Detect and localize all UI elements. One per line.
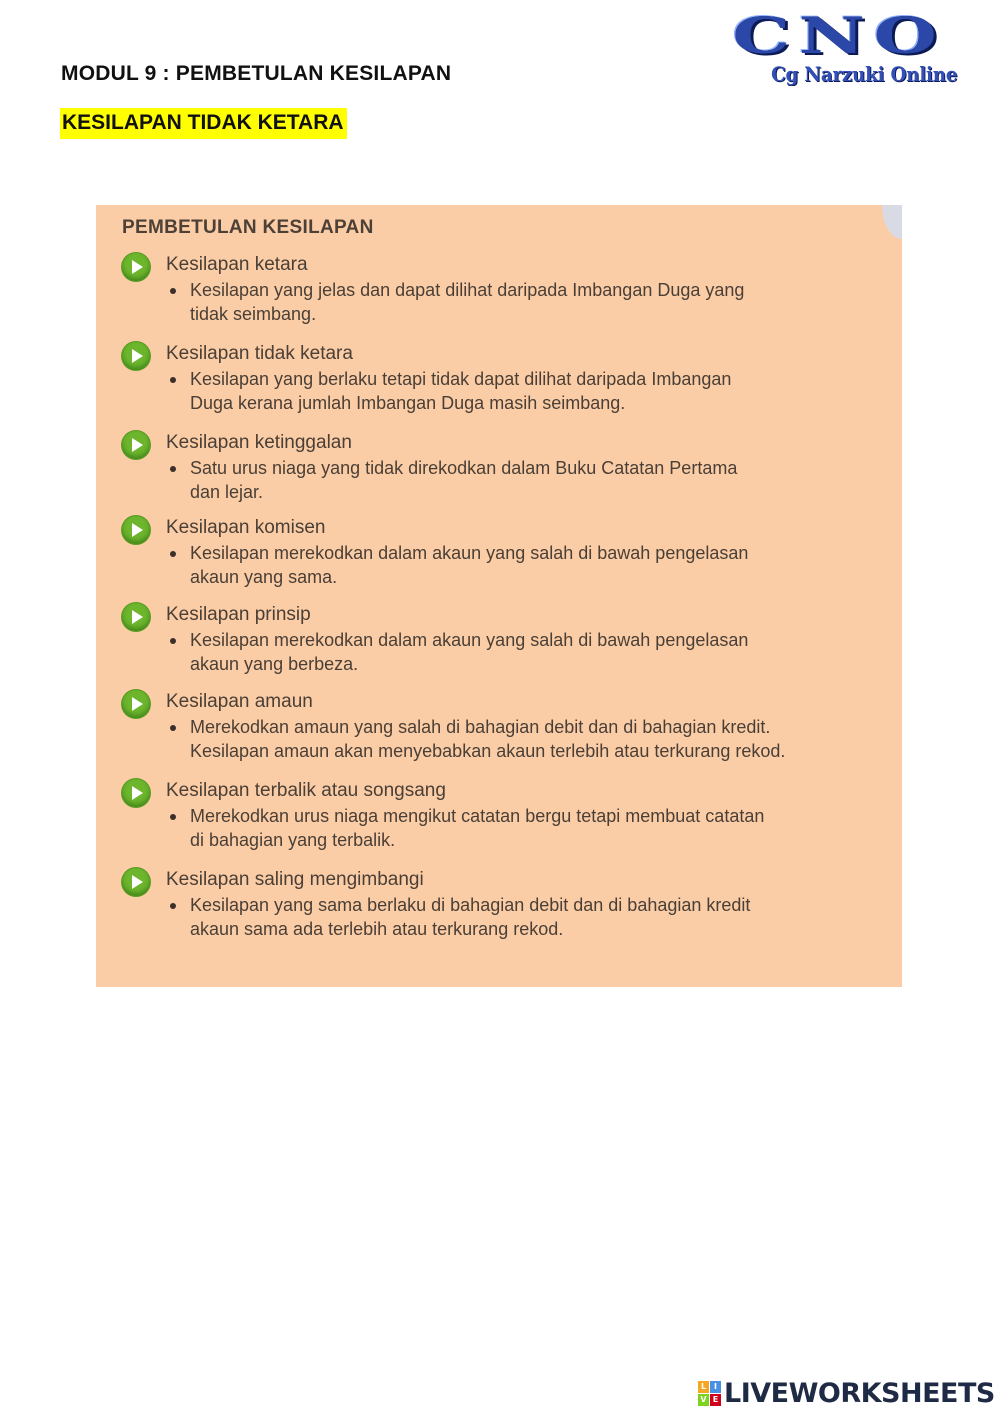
list-item-description	[166, 541, 882, 589]
description-line: Kesilapan merekodkan dalam akaun yang salah di bawah pengelasan	[190, 630, 749, 650]
list-item-description	[166, 278, 882, 326]
cno-logo	[720, 6, 965, 95]
play-arrow-icon	[122, 516, 150, 544]
list-item-description	[166, 628, 882, 676]
logo-main-text: CNO	[732, 6, 946, 65]
liveworksheets-brand: LIVEWORKSHEETS	[724, 1378, 995, 1409]
list-item	[122, 779, 882, 852]
page-curl-corner	[882, 205, 902, 239]
panel-heading: PEMBETULAN KESILAPAN	[122, 217, 374, 238]
list-item	[122, 868, 882, 941]
list-item-title: Kesilapan saling mengimbangi	[166, 869, 424, 890]
description-line: Kesilapan yang sama berlaku di bahagian debit dan di bahagian kredit	[190, 895, 751, 915]
list-item-description	[166, 804, 882, 852]
description-line: akaun yang sama.	[190, 567, 338, 587]
bullet-icon	[170, 814, 176, 820]
description-line: Kesilapan yang jelas dan dapat dilihat daripada Imbangan Duga yang	[190, 280, 745, 300]
list-item	[122, 690, 882, 763]
description-line: Kesilapan merekodkan dalam akaun yang salah di bawah pengelasan	[190, 543, 749, 563]
description-line: Duga kerana jumlah Imbangan Duga masih seimbang.	[190, 393, 626, 413]
error-correction-panel	[96, 205, 902, 987]
logo-sub-text: Cg Narzuki Online	[770, 62, 957, 86]
list-item	[122, 603, 882, 676]
section-subtitle: KESILAPAN TIDAK KETARA	[60, 108, 347, 139]
list-item-title: Kesilapan amaun	[166, 691, 313, 712]
list-item-title: Kesilapan terbalik atau songsang	[166, 780, 446, 801]
lw-icon-cell: E	[710, 1394, 721, 1406]
list-item-description	[166, 367, 882, 415]
description-line: Merekodkan amaun yang salah di bahagian debit dan di bahagian kredit.	[190, 717, 771, 737]
description-line: Kesilapan amaun akan menyebabkan akaun terlebih atau terkurang rekod.	[190, 741, 786, 761]
play-arrow-icon	[122, 779, 150, 807]
bullet-icon	[170, 377, 176, 383]
description-line: tidak seimbang.	[190, 304, 317, 324]
list-item-title: Kesilapan tidak ketara	[166, 343, 353, 364]
play-arrow-icon	[122, 690, 150, 718]
list-item-description	[166, 715, 882, 763]
module-title: MODUL 9 : PEMBETULAN KESILAPAN	[61, 62, 452, 85]
list-item-description	[166, 456, 882, 504]
play-arrow-icon	[122, 431, 150, 459]
lw-icon-cell: V	[698, 1394, 709, 1406]
bullet-icon	[170, 551, 176, 557]
description-line: akaun yang berbeza.	[190, 654, 359, 674]
list-item-title: Kesilapan komisen	[166, 517, 326, 538]
play-arrow-icon	[122, 342, 150, 370]
description-line: Satu urus niaga yang tidak direkodkan dalam Buku Catatan Pertama	[190, 458, 738, 478]
list-item-title: Kesilapan prinsip	[166, 604, 311, 625]
bullet-icon	[170, 903, 176, 909]
bullet-icon	[170, 725, 176, 731]
description-line: di bahagian yang terbalik.	[190, 830, 396, 850]
play-arrow-icon	[122, 603, 150, 631]
bullet-icon	[170, 638, 176, 644]
bullet-icon	[170, 288, 176, 294]
list-item	[122, 431, 882, 504]
error-type-list	[122, 253, 882, 941]
list-item-description	[166, 893, 882, 941]
list-item	[122, 253, 882, 326]
list-item	[122, 342, 882, 415]
bullet-icon	[170, 466, 176, 472]
play-arrow-icon	[122, 868, 150, 896]
description-line: dan lejar.	[190, 482, 264, 502]
liveworksheets-icon	[698, 1381, 722, 1407]
list-item-title: Kesilapan ketara	[166, 254, 308, 275]
play-arrow-icon	[122, 253, 150, 281]
list-item-title: Kesilapan ketinggalan	[166, 432, 352, 453]
description-line: Merekodkan urus niaga mengikut catatan bergu tetapi membuat catatan	[190, 806, 765, 826]
list-item	[122, 516, 882, 589]
description-line: akaun sama ada terlebih atau terkurang rekod.	[190, 919, 564, 939]
lw-icon-cell: I	[710, 1381, 721, 1393]
description-line: Kesilapan yang berlaku tetapi tidak dapat dilihat daripada Imbangan	[190, 369, 732, 389]
lw-icon-cell: L	[698, 1381, 709, 1393]
